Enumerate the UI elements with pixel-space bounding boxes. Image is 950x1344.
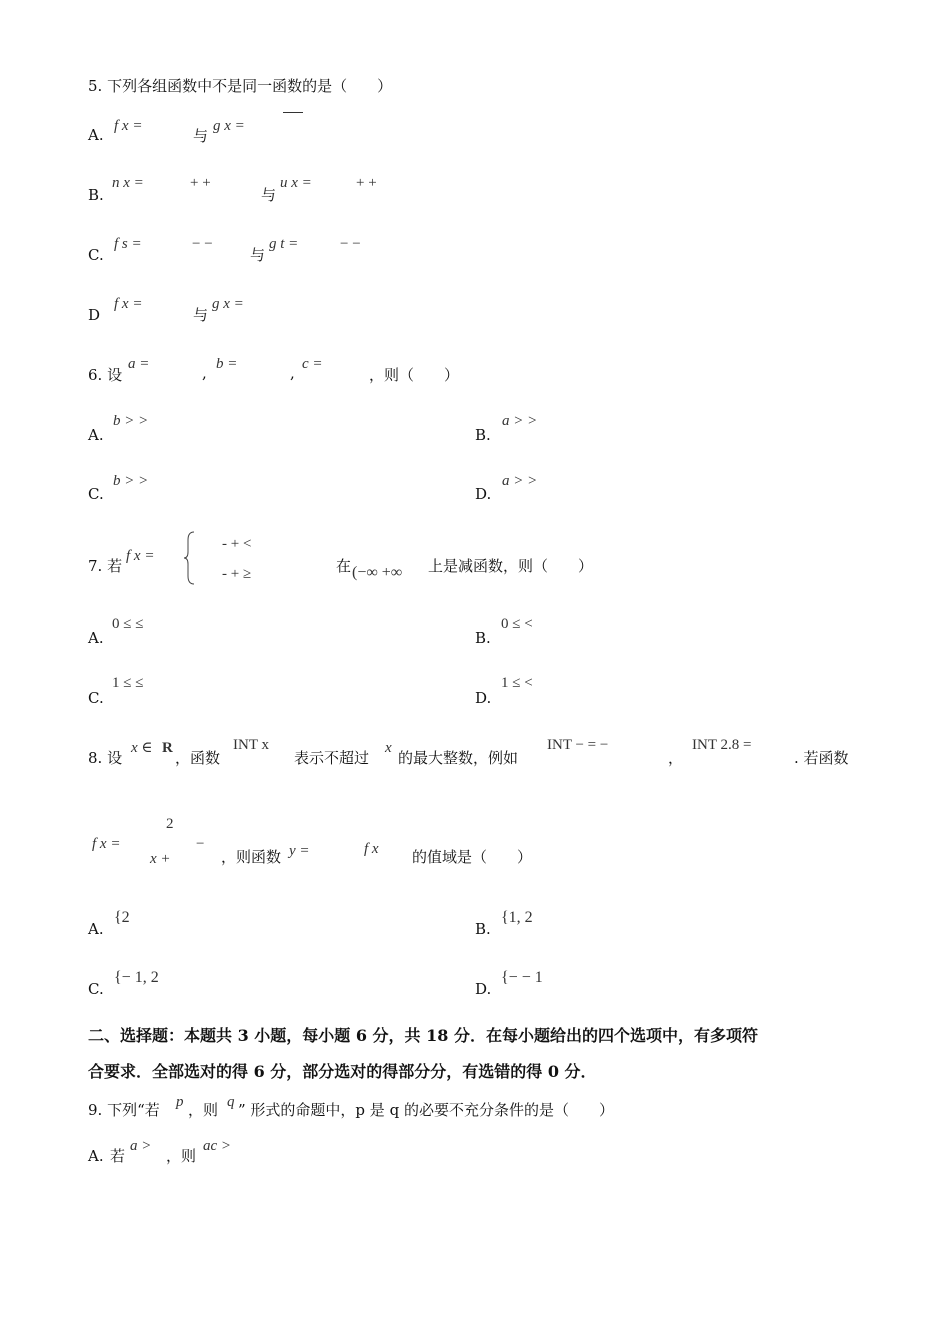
- q7-f: f x =: [126, 548, 155, 564]
- q5-option-a-label: A.: [88, 126, 104, 144]
- q5-option-c-g: g t =: [269, 236, 299, 252]
- q5-option-b-ops2: + +: [356, 175, 377, 191]
- q8-int3: INT 2.8 =: [692, 737, 752, 753]
- q8-minus: −: [196, 836, 205, 852]
- q7-option-a-label: A.: [88, 629, 104, 647]
- q8-t1: ，函数: [175, 749, 221, 767]
- q5-option-a-f: f x =: [114, 118, 143, 134]
- q7-option-a-expr: 0 ≤ ≤: [112, 616, 144, 632]
- fraction-bar: [148, 839, 188, 840]
- q7-stem-pre: 7. 若: [88, 557, 123, 575]
- q5-option-c-label: C.: [88, 246, 104, 264]
- q8-t4: ，: [668, 749, 684, 767]
- q8-t6: ，则函数: [221, 848, 282, 866]
- q6-sep2: ,: [290, 364, 295, 382]
- q8-f: f x =: [92, 836, 121, 852]
- q8-t5: . 若函数: [794, 749, 849, 767]
- q5-option-c-conj: 与: [250, 246, 266, 264]
- q9-option-a-label: A.: [88, 1147, 104, 1165]
- q7-option-c-label: C.: [88, 689, 104, 707]
- q9-option-a-pre: 若: [110, 1147, 126, 1165]
- q9-q: q: [227, 1094, 235, 1110]
- q5-option-d-f: f x =: [114, 296, 143, 312]
- q5-option-b-ops: + +: [190, 175, 211, 191]
- q5-option-d-g: g x =: [212, 296, 244, 312]
- q6-b: b =: [216, 356, 238, 372]
- q6-stem-post: ，则（ ）: [369, 366, 460, 384]
- q8-option-b-expr: {1, 2: [501, 909, 533, 926]
- q7-option-b-expr: 0 ≤ <: [501, 616, 533, 632]
- piecewise-brace: [184, 530, 196, 586]
- q7-row1: - + <: [222, 536, 252, 552]
- q9-stem-pre: 9. 下列“若: [88, 1101, 160, 1119]
- q6-stem-pre: 6. 设: [88, 366, 123, 384]
- q6-option-b-label: B.: [475, 426, 491, 444]
- q5-option-b-label: B.: [88, 186, 104, 204]
- q5-option-a-g: g x =: [213, 118, 245, 134]
- q9-mid: ，则: [188, 1101, 219, 1119]
- q6-option-d-label: D.: [475, 485, 492, 503]
- q6-a: a =: [128, 356, 150, 372]
- q9-stem-post: ” 形式的命题中，p 是 q 的必要不充分条件的是（ ）: [238, 1101, 614, 1119]
- q5-stem: 5. 下列各组函数中不是同一函数的是（ ）: [88, 77, 393, 95]
- q8-int1: INT x: [233, 737, 269, 753]
- q9-option-a-cond: a >: [130, 1138, 152, 1154]
- q6-c: c =: [302, 356, 323, 372]
- q5-option-b-conj: 与: [261, 186, 277, 204]
- q8-x-in: x ∈: [131, 740, 153, 756]
- q7-option-d-label: D.: [475, 689, 492, 707]
- q5-option-b-n: n x =: [112, 175, 144, 191]
- q7-stem-post: 上是减函数，则（ ）: [428, 557, 594, 575]
- q7-row2: - + ≥: [222, 566, 252, 582]
- q8-option-a-label: A.: [88, 920, 104, 938]
- q5-option-c-f: f s =: [114, 236, 142, 252]
- q9-option-a-mid: ，则: [166, 1147, 197, 1165]
- q6-sep1: ,: [202, 364, 207, 382]
- section-2-heading-line1: 二、选择题：本题共 3 小题，每小题 6 分，共 18 分．在每小题给出的四个选项中，有多项符: [88, 1026, 758, 1045]
- q6-option-b-expr: a > >: [502, 413, 538, 429]
- q8-fx: f x: [364, 841, 379, 857]
- q8-R: R: [162, 740, 173, 756]
- q5-option-b-u: u x =: [280, 175, 312, 191]
- q5-option-a-conj: 与: [193, 127, 209, 145]
- q7-option-b-label: B.: [475, 629, 491, 647]
- q7-mid: 在: [336, 557, 352, 575]
- q7-option-d-expr: 1 ≤ <: [501, 675, 533, 691]
- q9-p: p: [176, 1094, 184, 1110]
- q8-t3: 的最大整数，例如: [398, 749, 519, 767]
- q8-t2: 表示不超过: [294, 749, 370, 767]
- q8-option-b-label: B.: [475, 920, 491, 938]
- q6-option-a-label: A.: [88, 426, 104, 444]
- q5-option-c-ops2: − −: [340, 236, 361, 252]
- q8-option-c-label: C.: [88, 980, 104, 998]
- q8-option-c-expr: {− 1, 2: [114, 969, 159, 986]
- q9-option-a-res: ac >: [203, 1138, 232, 1154]
- q5-option-d-conj: 与: [193, 306, 209, 324]
- q5-option-c-ops: − −: [192, 236, 213, 252]
- q6-option-a-expr: b > >: [113, 413, 149, 429]
- section-2-heading-line2: 合要求．全部选对的得 6 分，部分选对的得部分分，有选错的得 0 分．: [88, 1062, 597, 1081]
- q5-option-d-label: D: [88, 306, 101, 324]
- q8-t7: 的值域是（ ）: [412, 848, 533, 866]
- q8-int2: INT − = −: [547, 737, 609, 753]
- q8-option-d-label: D.: [475, 980, 492, 998]
- q8-num: 2: [166, 816, 174, 832]
- q8-option-a-expr: {2: [114, 909, 130, 926]
- q8-option-d-expr: {− − 1: [501, 969, 543, 986]
- q8-den: x +: [150, 851, 171, 867]
- q8-y: y =: [289, 843, 310, 859]
- q8-x: x: [385, 740, 392, 756]
- q6-option-c-expr: b > >: [113, 473, 149, 489]
- q6-option-c-label: C.: [88, 485, 104, 503]
- fraction-bar: [283, 112, 303, 113]
- q7-interval: (−∞ +∞: [352, 564, 403, 581]
- q7-option-c-expr: 1 ≤ ≤: [112, 675, 144, 691]
- q6-option-d-expr: a > >: [502, 473, 538, 489]
- q8-stem-pre: 8. 设: [88, 749, 123, 767]
